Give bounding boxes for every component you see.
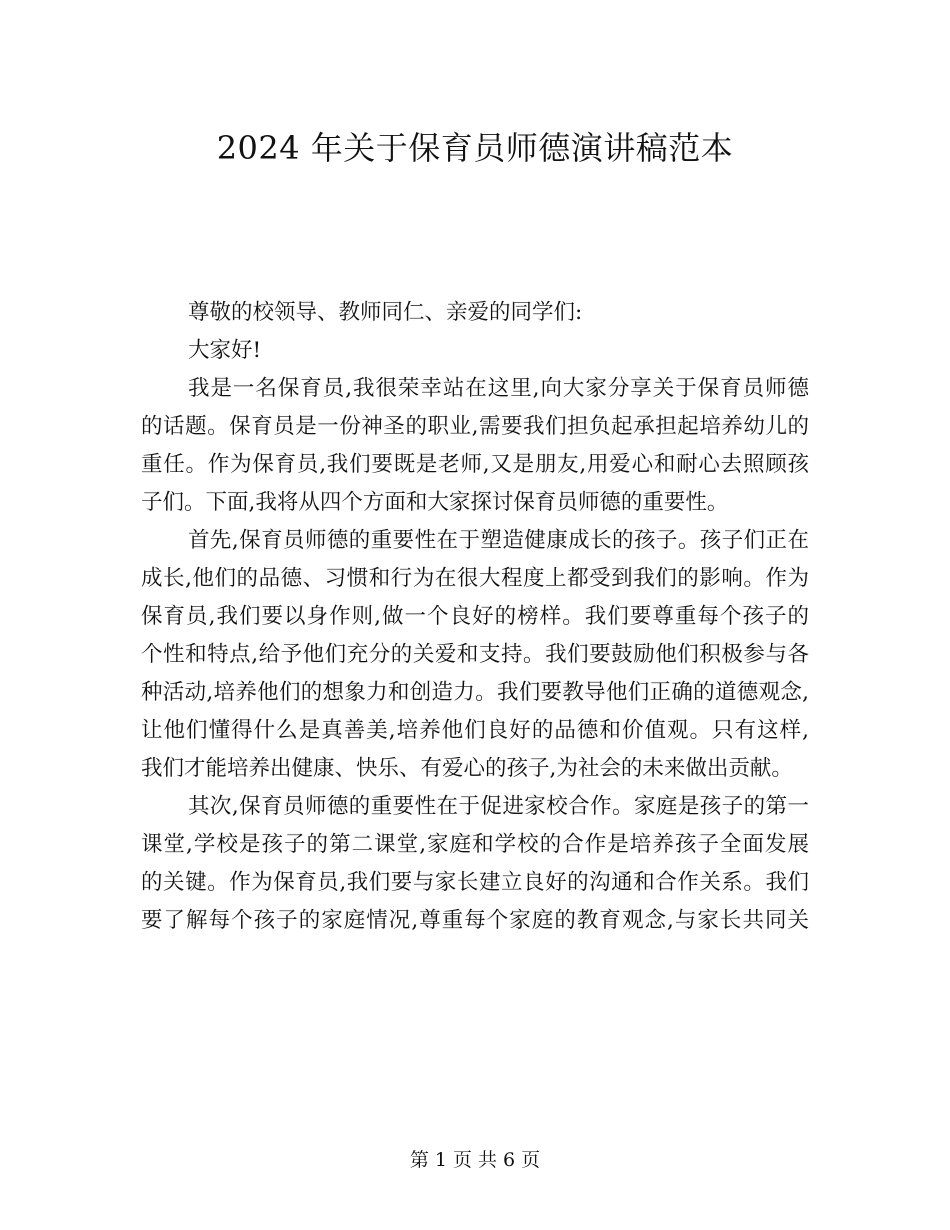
document-body xyxy=(141,294,809,940)
text-line: 的关键。作为保育员,我们要与家长建立良好的沟通和合作关系。我们 xyxy=(141,870,809,895)
text-line: 种活动,培养他们的想象力和创造力。我们要教导他们正确的道德观念, xyxy=(141,680,809,705)
text-line: 其次,保育员师德的重要性在于促进家校合作。家庭是孩子的第一 xyxy=(188,794,809,819)
page-footer xyxy=(0,1147,950,1173)
text-line: 我们才能培养出健康、快乐、有爱心的孩子,为社会的未来做出贡献。 xyxy=(141,756,793,781)
text-line: 大家好! xyxy=(188,338,262,363)
text-line: 让他们懂得什么是真善美,培养他们良好的品德和价值观。只有这样, xyxy=(141,718,809,743)
text-line: 要了解每个孩子的家庭情况,尊重每个家庭的教育观念,与家长共同关 xyxy=(141,908,809,933)
document-title: 2024 年关于保育员师德演讲稿范本 xyxy=(216,129,734,167)
paragraph-salutation xyxy=(141,294,809,332)
text-line: 个性和特点,给予他们充分的关爱和支持。我们要鼓励他们积极参与各 xyxy=(141,642,809,667)
text-line: 首先,保育员师德的重要性在于塑造健康成长的孩子。孩子们正在 xyxy=(188,528,809,553)
text-line: 课堂,学校是孩子的第二课堂,家庭和学校的合作是培养孩子全面发展 xyxy=(141,832,809,857)
text-line: 保育员,我们要以身作则,做一个良好的榜样。我们要尊重每个孩子的 xyxy=(141,604,809,629)
paragraph-greeting xyxy=(141,332,809,370)
page-number-label: 第 1 页 共 6 页 xyxy=(409,1149,541,1171)
text-line: 重任。作为保育员,我们要既是老师,又是朋友,用爱心和耐心去照顾孩 xyxy=(141,452,809,477)
text-line: 尊敬的校领导、教师同仁、亲爱的同学们: xyxy=(188,300,583,325)
paragraph-second-point xyxy=(141,788,809,940)
text-line: 子们。下面,我将从四个方面和大家探讨保育员师德的重要性。 xyxy=(141,490,729,515)
text-line: 我是一名保育员,我很荣幸站在这里,向大家分享关于保育员师德 xyxy=(188,376,809,401)
paragraph-first-point xyxy=(141,522,809,788)
paragraph-introduction xyxy=(141,370,809,522)
text-line: 的话题。保育员是一份神圣的职业,需要我们担负起承担起培养幼儿的 xyxy=(141,414,809,439)
text-line: 成长,他们的品德、习惯和行为在很大程度上都受到我们的影响。作为 xyxy=(141,566,809,591)
